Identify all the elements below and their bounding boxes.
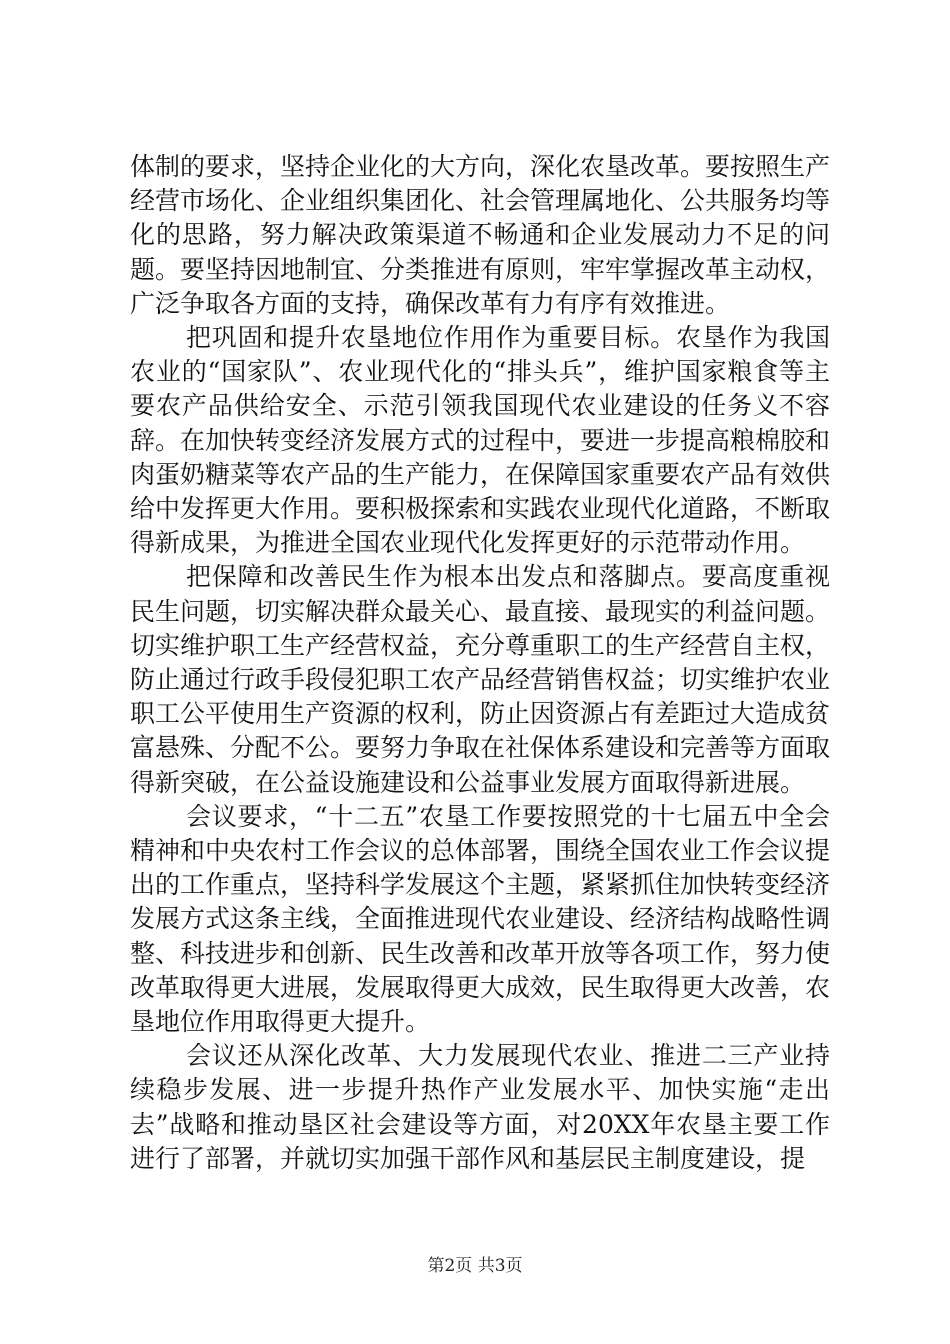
page-number: 第2页 [427,1256,473,1276]
page-total: 共3页 [477,1256,523,1276]
paragraph: 会议要求，“十二五”农垦工作要按照党的十七届五中全会精神和中央农村工作会议的总体部署，围绕全国农业工作会议提出的工作重点，坚持科学发展这个主题，紧紧抓住加快转变经济发展方式这条主线，全面推进现代农业建设、经济结构战略性调整、科技进步和创新、民生改善和改革开放等各项工作，努力使改革取得更大进展，发展取得更大成效，民生取得更大改善，农垦地位作用取得更大提升。 [130,801,831,1037]
body-text [130,150,830,1176]
paragraph: 体制的要求，坚持企业化的大方向，深化农垦改革。要按照生产经营市场化、企业组织集团化、社会管理属地化、公共服务均等化的思路，努力解决政策渠道不畅通和企业发展动力不足的问题。要坚持因地制宜、分类推进有原则，牢牢掌握改革主动权，广泛争取各方面的支持，确保改革有力有序有效推进。 [130,152,831,318]
paragraph: 把保障和改善民生作为根本出发点和落脚点。要高度重视民生问题，切实解决群众最关心、最直接、最现实的利益问题。切实维护职工生产经营权益，充分尊重职工的生产经营自主权，防止通过行政手段侵犯职工农产品经营销售权益；切实维护农业职工公平使用生产资源的权利，防止因资源占有差距过大造成贫富悬殊、分配不公。要努力争取在社保体系建设和完善等方面取得新突破，在公益设施建设和公益事业发展方面取得新进展。 [130,562,831,797]
page-footer [0,1255,950,1277]
paragraph: 会议还从深化改革、大力发展现代农业、推进二三产业持续稳步发展、进一步提升热作产业发展水平、加快实施“走出去”战略和推动垦区社会建设等方面，对20XX年农垦主要工作进行了部署，并就切实加强干部作风和基层民主制度建设，提 [130,1041,830,1173]
paragraph: 把巩固和提升农垦地位作用作为重要目标。农垦作为我国农业的“国家队”、农业现代化的“排头兵”，维护国家粮食等主要农产品供给安全、示范引领我国现代农业建设的任务义不容辞。在加快转变经济发展方式的过程中，要进一步提高粮棉胶和肉蛋奶糖菜等农产品的生产能力，在保障国家重要农产品有效供给中发挥更大作用。要积极探索和实践农业现代化道路，不断取得新成果，为推进全国农业现代化发挥更好的示范带动作用。 [130,323,831,558]
